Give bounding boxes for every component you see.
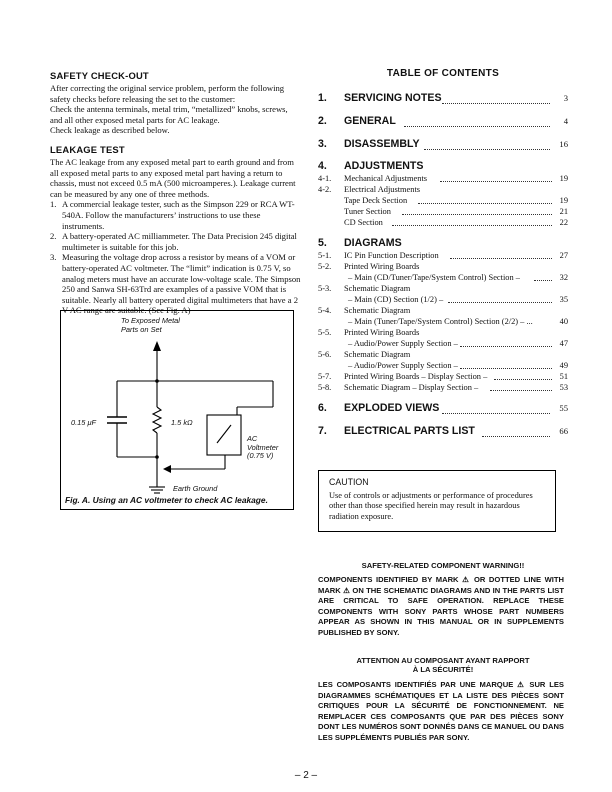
toc-entry-tuner-section[interactable]: Tuner Section 21 bbox=[344, 207, 568, 216]
toc-title: TABLE OF CONTENTS bbox=[386, 68, 500, 79]
list-item: 3. Measuring the voltage drop across a resistor by means of a VOM or battery-operated AC voltmeter. The “limit” indication is 0.75 V, so analog meters must have an accurate low-voltage scale. The Simpson 250 and Sanwa SH-63Trd are examples of a passive VOM that is suitable. Nearly all battery operated digital multimeters that have a 2 V AC range are suitable. (See Fig. A) bbox=[50, 252, 301, 316]
toc-entry-main-section-pwb[interactable]: – Main (CD/Tuner/Tape/System Control) Section – 32 bbox=[348, 273, 568, 282]
toc-entry-servicing-notes[interactable]: 1. SERVICING NOTES 3 bbox=[318, 92, 568, 104]
safety-checkout-heading: SAFETY CHECK-OUT bbox=[50, 70, 149, 81]
capacitor-label: 0.15 μF bbox=[71, 418, 97, 427]
toc-entry-diagrams[interactable]: 5. DIAGRAMS bbox=[318, 237, 402, 249]
caution-text: Use of controls or adjustments or performance of procedures other than those specified herein may result in hazardous radiation exposure. bbox=[329, 491, 533, 521]
probe-label: To Exposed Metal Parts on Set bbox=[121, 316, 180, 334]
toc-entry-main-tuner-section[interactable]: – Main (Tuner/Tape/System Control) Section (2/2) – ... 40 bbox=[348, 317, 568, 326]
figure-caption: Fig. A. Using an AC voltmeter to check AC leakage. bbox=[65, 495, 268, 505]
voltmeter-label: AC Voltmeter (0.75 V) bbox=[247, 434, 279, 461]
safety-paragraph-1: After correcting the original service problem, perform the following safety checks before releasing the set to the customer: bbox=[50, 83, 285, 104]
toc-entry-schematic-main-cd[interactable]: 5-3. Schematic Diagram bbox=[318, 284, 411, 293]
toc-entry-pwb-display[interactable]: 5-7. Printed Wiring Boards – Display Section – 51 bbox=[318, 372, 568, 381]
safety-warning-text: COMPONENTS IDENTIFIED BY MARK ⚠ OR DOTTED LINE WITH MARK ⚠ ON THE SCHEMATIC DIAGRAMS AND IN THE PARTS LIST ARE CRITICAL TO SAFE OPERATION. REPLACE THESE COMPONENTS WITH SONY PARTS WHOSE PART NUMBERS APPEAR AS SHOWN IN THIS MANUAL OR IN SUPPLEMENTS PUBLISHED BY SONY. bbox=[318, 575, 564, 637]
toc-entry-printed-wiring-boards-audio[interactable]: 5-5. Printed Wiring Boards bbox=[318, 328, 420, 337]
leakage-paragraph: The AC leakage from any exposed metal part to earth ground and from all exposed metal parts to any exposed metal part having a return to chassis, must not exceed 0.5 mA (500 microamperes.). Leakage current can be measured by any one of three methods. bbox=[50, 156, 296, 199]
toc-entry-exploded-views[interactable]: 6. EXPLODED VIEWS 55 bbox=[318, 402, 568, 414]
circuit-diagram bbox=[61, 311, 293, 509]
toc-entry-adjustments[interactable]: 4. ADJUSTMENTS bbox=[318, 160, 424, 172]
toc-entry-tape-deck-section[interactable]: Tape Deck Section 19 bbox=[344, 196, 568, 205]
left-column bbox=[50, 70, 302, 316]
attention-heading: ATTENTION AU COMPOSANT AYANT RAPPORT À LA SÉCURITÉ! bbox=[356, 656, 530, 674]
toc-entry-mechanical-adjustments[interactable]: 4-1. Mechanical Adjustments 19 bbox=[318, 174, 568, 183]
leakage-test-heading: LEAKAGE TEST bbox=[50, 143, 125, 155]
earth-ground-label: Earth Ground bbox=[173, 484, 218, 493]
safety-paragraph-3: Check leakage as described below. bbox=[50, 125, 170, 136]
list-item: 2. A battery-operated AC milliammeter. The Data Precision 245 digital multimeter is suitable for this job. bbox=[50, 231, 297, 252]
caution-title: CAUTION bbox=[329, 477, 369, 487]
page-number: – 2 – bbox=[294, 770, 318, 781]
toc-entry-cd-section[interactable]: CD Section 22 bbox=[344, 218, 568, 227]
toc-entry-schematic-audio[interactable]: 5-6. Schematic Diagram bbox=[318, 350, 411, 359]
toc-entry-schematic-main-tuner[interactable]: 5-4. Schematic Diagram bbox=[318, 306, 411, 315]
attention-text: LES COMPOSANTS IDENTIFIÉS PAR UNE MARQUE ⚠ SUR LES DIAGRAMMES SCHÉMATIQUES ET LA LISTE DES PIÈCES SONT CRITIQUES POUR LA SÉCURITÉ DE FONCTIONNEMENT. NE REMPLACER CES COMPOSANTS QUE PAR DES PIÈCES SONY DONT LES NUMÉROS SONT DONNÉS DANS CE MANUEL OU DANS LES SUPPLÉMENTS PUBLIÉS PAR SONY. bbox=[318, 680, 564, 742]
list-item: 1. A commercial leakage tester, such as the Simpson 229 or RCA WT-540A. Follow the manufacturers’ instructions to use these instruments. bbox=[50, 199, 295, 231]
toc-entry-schematic-display[interactable]: 5-8. Schematic Diagram – Display Section – 53 bbox=[318, 383, 568, 392]
leakage-methods-list bbox=[50, 199, 302, 316]
toc-entry-electrical-adjustments[interactable]: 4-2. Electrical Adjustments bbox=[318, 185, 421, 194]
caution-box bbox=[318, 470, 556, 532]
toc-entry-printed-wiring-boards-main[interactable]: 5-2. Printed Wiring Boards bbox=[318, 262, 420, 271]
toc-entry-general[interactable]: 2. GENERAL 4 bbox=[318, 115, 568, 127]
toc-entry-audio-power-schematic[interactable]: – Audio/Power Supply Section – 49 bbox=[348, 361, 568, 370]
safety-paragraph-2: Check the antenna terminals, metal trim, “metallized” knobs, screws, and all other exposed metal parts for AC leakage. bbox=[50, 104, 288, 125]
resistor-label: 1.5 kΩ bbox=[171, 418, 193, 427]
toc-entry-ic-pin-function[interactable]: 5-1. IC Pin Function Description 27 bbox=[318, 251, 568, 260]
toc-entry-main-cd-section[interactable]: – Main (CD) Section (1/2) – 35 bbox=[348, 295, 568, 304]
figure-a-leakage-circuit bbox=[60, 310, 294, 510]
toc-entry-electrical-parts-list[interactable]: 7. ELECTRICAL PARTS LIST 66 bbox=[318, 425, 568, 437]
safety-warning-heading: SAFETY-RELATED COMPONENT WARNING!! bbox=[361, 561, 525, 570]
toc-entry-audio-power-pwb[interactable]: – Audio/Power Supply Section – 47 bbox=[348, 339, 568, 348]
toc-entry-disassembly[interactable]: 3. DISASSEMBLY 16 bbox=[318, 138, 568, 150]
